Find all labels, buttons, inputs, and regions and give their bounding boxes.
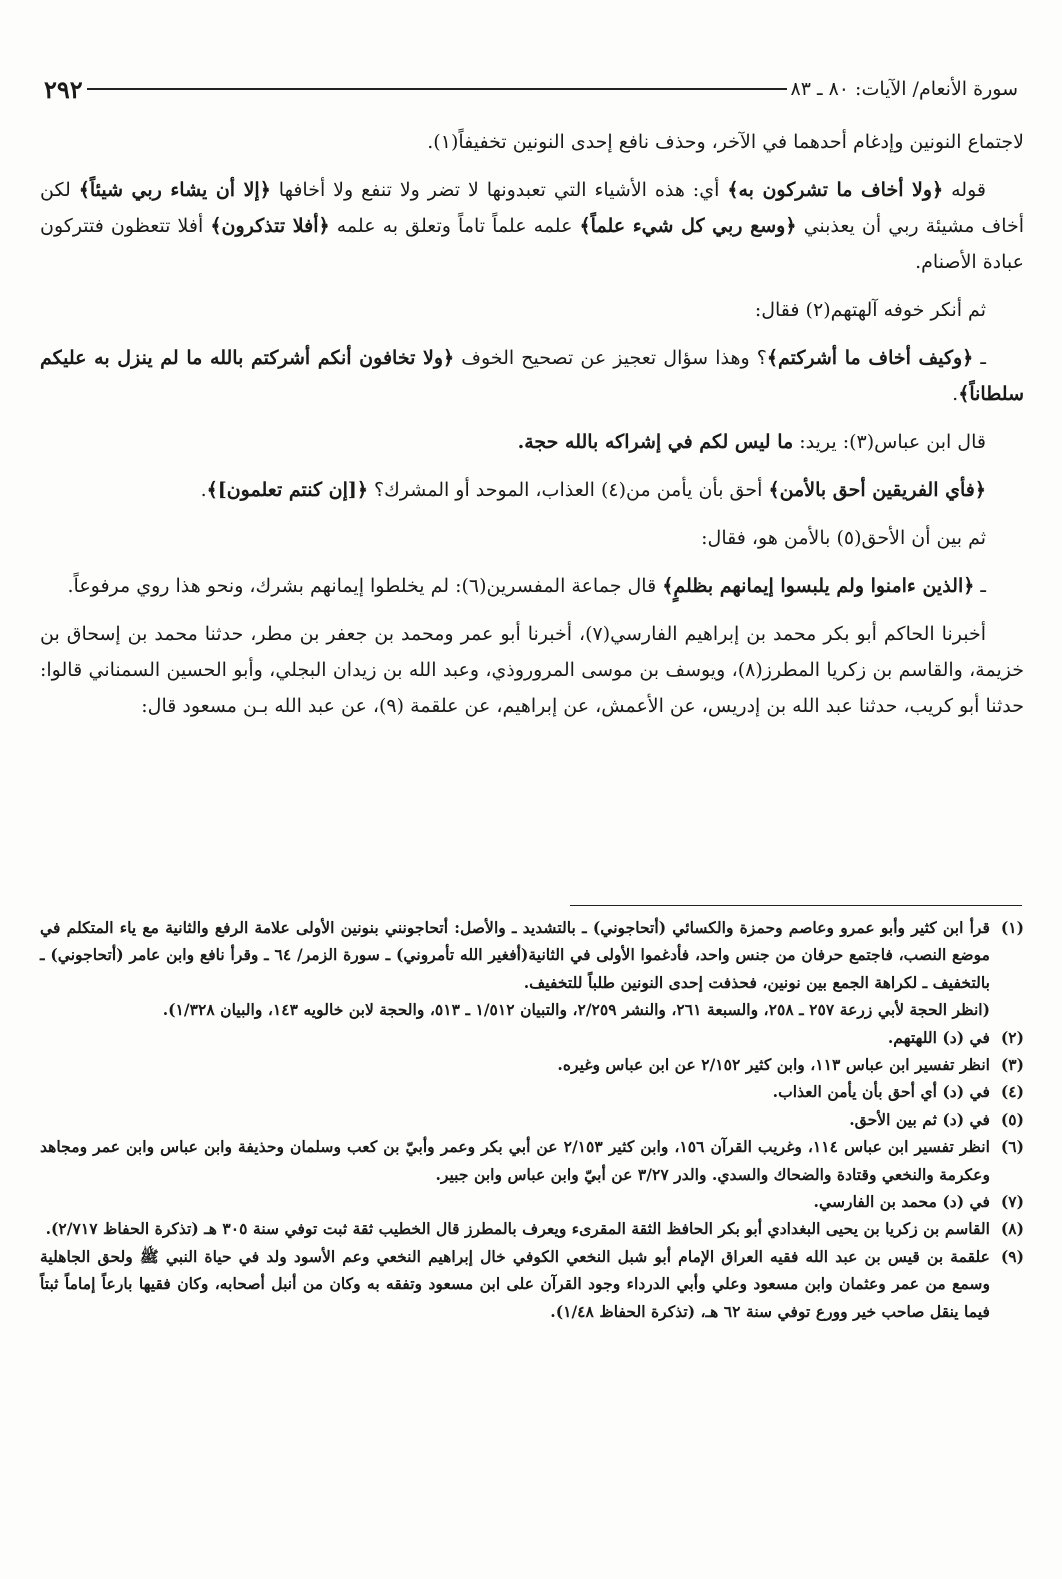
text-run: أحق بأن يأمن من(٤) العذاب، الموحد أو المشرك؟ — [374, 479, 763, 501]
footnote-number: (٨) — [1000, 1219, 1024, 1239]
paragraph-7: ثم بين أن الأحق(٥) بالأمن هو، فقال: — [701, 527, 986, 549]
paragraph-5 — [40, 424, 1024, 460]
footnote-text: في (د) ثم بين الأحق. — [849, 1109, 990, 1129]
footnote-divider — [570, 905, 1022, 906]
paragraph-6 — [40, 472, 1024, 508]
footnote-text: في (د) محمد بن الفارسي. — [813, 1192, 990, 1212]
quran-quote: ﴿وسع ربي كل شيء علماً﴾ — [579, 215, 797, 237]
paragraph-4 — [40, 340, 1024, 412]
text-run: علمه علماً تاماً وتعلق به علمه — [336, 215, 573, 237]
quran-quote: ﴿وكيف أخاف ما أشركتم﴾ — [766, 347, 974, 369]
footnote-7 — [40, 1188, 1024, 1215]
footnote-6 — [40, 1133, 1024, 1188]
footnote-text: القاسم بن زكريا بن يحيى البغدادي أبو بكر الحافظ الثقة المقرىء ويعرف بالمطرز قال الخطيب ثقة ثبت توفي سنة ٣٠٥ هـ (تذكرة الحفاظ ٢/٧١٧). — [45, 1219, 990, 1239]
running-title: سورة الأنعام/ الآيات: ٨٠ ـ ٨٣ — [790, 78, 1018, 100]
text-run: ؟ وهذا سؤال تعجيز عن تصحيح الخوف — [461, 347, 767, 369]
footnote-number: (٢) — [1000, 1027, 1024, 1047]
footnote-text: في (د) اللهتهم. — [887, 1027, 990, 1047]
text-run: قال ابن عباس(٣): يريد: — [799, 431, 986, 453]
footnote-1-sources — [40, 996, 1024, 1023]
footnote-number: (٣) — [1000, 1055, 1024, 1075]
text-run: قوله — [951, 179, 986, 201]
footnote-number: (٧) — [1000, 1192, 1024, 1212]
footnote-4 — [40, 1078, 1024, 1105]
footnote-2 — [40, 1024, 1024, 1051]
footnote-text: في (د) أي أحق بأن يأمن العذاب. — [772, 1082, 990, 1102]
quran-quote: ﴿ولا أخاف ما تشركون به﴾ — [727, 179, 944, 201]
text-run: . — [200, 479, 207, 501]
text-run: أفلا تتعظون فتتركون عبادة الأصنام. — [40, 215, 1024, 273]
footnote-1 — [40, 914, 1024, 996]
quran-quote: ﴿الذين ءامنوا ولم يلبسوا إيمانهم بظلمٍ﴾ — [662, 575, 975, 597]
footnote-text: قرأ ابن كثير وأبو عمرو وعاصم وحمزة والكسائي (أتحاجوني) ـ بالتشديد ـ والأصل: أتحاجونني بنونين الأولى علامة الرفع والثانية مع ياء المتكلم في موضع النصب، فاجتمع حرفان من جنس واحد، فأدغموا الأولى في الثانية(أفغير الله تأمروني) ـ سورة الزمر/ ٦٤ ـ وقرأ نافع وابن عامر (أتحاجوني) ـ بالتخفيف ـ لكراهة الجمع بين نونين، فحذفت إحدى النونين طلباً للتخفيف. — [40, 918, 990, 992]
footnote-5 — [40, 1106, 1024, 1133]
footnote-number: (٤) — [1000, 1082, 1024, 1102]
page-header — [32, 72, 1026, 106]
text-run: قال جماعة المفسرين(٦): لم يخلطوا إيمانهم بشرك، ونحو هذا روي مرفوعاً. — [67, 575, 657, 597]
paragraph-8 — [40, 568, 1024, 604]
footnote-number: (٩) — [1000, 1246, 1024, 1266]
footnote-3 — [40, 1051, 1024, 1078]
text-run: ـ — [980, 575, 986, 597]
footnote-number — [990, 996, 1024, 1023]
text-run: ـ — [980, 347, 986, 369]
footnote-text: انظر تفسير ابن عباس ١١٣، وابن كثير ٢/١٥٢ عن ابن عباس وغيره. — [557, 1055, 990, 1075]
header-rule — [87, 88, 787, 90]
footnote-9 — [40, 1243, 1024, 1325]
text-run: ما ليس لكم في إشراكه بالله حجة. — [517, 431, 794, 453]
quran-quote: ﴿إلا أن يشاء ربي شيئاً﴾ — [78, 179, 271, 201]
paragraph-1: لاجتماع النونين وإدغام أحدهما في الآخر، وحذف نافع إحدى النونين تخفيفاً(١). — [427, 131, 1024, 153]
paragraph-3: ثم أنكر خوفه آلهتهم(٢) فقال: — [754, 299, 986, 321]
footnote-number: (٦) — [1000, 1137, 1024, 1157]
paragraph-9: أخبرنا الحاكم أبو بكر محمد بن إبراهيم الفارسي(٧)، أخبرنا أبو عمر ومحمد بن جعفر بن مطر، حدثنا محمد بن إسحاق بن خزيمة، والقاسم بن زكريا المطرز(٨)، ويوسف بن موسى المروروذي، وعبد الله بن زيدان البجلي، وأبو الحسين السمناني قالوا: حدثنا أبو كريب، حدثنا عبد الله بن إدريس، عن الأعمش، عن إبراهيم، عن علقمة (٩)، عن عبد الله بـن مسعود قال: — [40, 623, 1024, 717]
quran-quote: ﴿[إن كنتم تعلمون]﴾ — [206, 479, 368, 501]
footnotes — [40, 914, 1024, 1325]
footnote-text: علقمة بن قيس بن عبد الله فقيه العراق الإمام أبو شبل النخعي الكوفي خال إبراهيم النخعي وعم الأسود ولد في حياة النبي ﷺ ولحق الجاهلية وسمع من عمر وعثمان وابن مسعود وعلي وأبي الدرداء وجود القرآن على ابن مسعود وتفقه به وكان من أنبل أصحابه، وكان فقيها بارعاً إماماً ثبتاً فيما ينقل صاحب خير وورع توفي سنة ٦٢ هـ، (تذكرة الحفاظ ١/٤٨). — [40, 1246, 990, 1321]
main-text — [40, 124, 1024, 736]
footnote-number: (٥) — [1000, 1109, 1024, 1129]
paragraph-2 — [40, 172, 1024, 280]
page-number: ٢٩٢ — [44, 74, 83, 104]
text-run: . — [952, 383, 959, 405]
footnote-8 — [40, 1215, 1024, 1242]
quran-quote: ﴿ولا تخافون أنكم أشركتم بالله ما لم ينزل به عليكم سلطاناً﴾ — [40, 347, 1024, 405]
quran-quote: ﴿فأي الفريقين أحق بالأمن﴾ — [768, 479, 986, 501]
footnote-number: (١) — [1000, 918, 1024, 937]
footnote-text: انظر تفسير ابن عباس ١١٤، وغريب القرآن ١٥٦، وابن كثير ٢/١٥٣ عن أبي بكر وعمر وأبيّ بن كعب وسلمان وحذيفة وابن عباس وابن عمر ومجاهد وعكرمة والنخعي وقتادة والضحاك والسدي. والدر ٣/٢٧ عن أبيّ وابن عباس وابن جبير. — [40, 1137, 990, 1184]
quran-quote: ﴿أفلا تتذكرون﴾ — [210, 215, 330, 237]
text-run: لكن أخاف مشيئة ربي أن يعذبني — [40, 179, 1025, 237]
footnote-text: (انظر الحجة لأبي زرعة ٢٥٧ ـ ٢٥٨، والسبعة ٢٦١، والنشر ٢/٢٥٩، والتبيان ١/٥١٢ ـ ٥١٣، والحجة لابن خالويه ١٤٣، والبيان ١/٣٢٨). — [162, 1000, 990, 1020]
text-run: أي: هذه الأشياء التي تعبدونها لا تضر ولا تنفع ولا أخافها — [278, 179, 720, 201]
